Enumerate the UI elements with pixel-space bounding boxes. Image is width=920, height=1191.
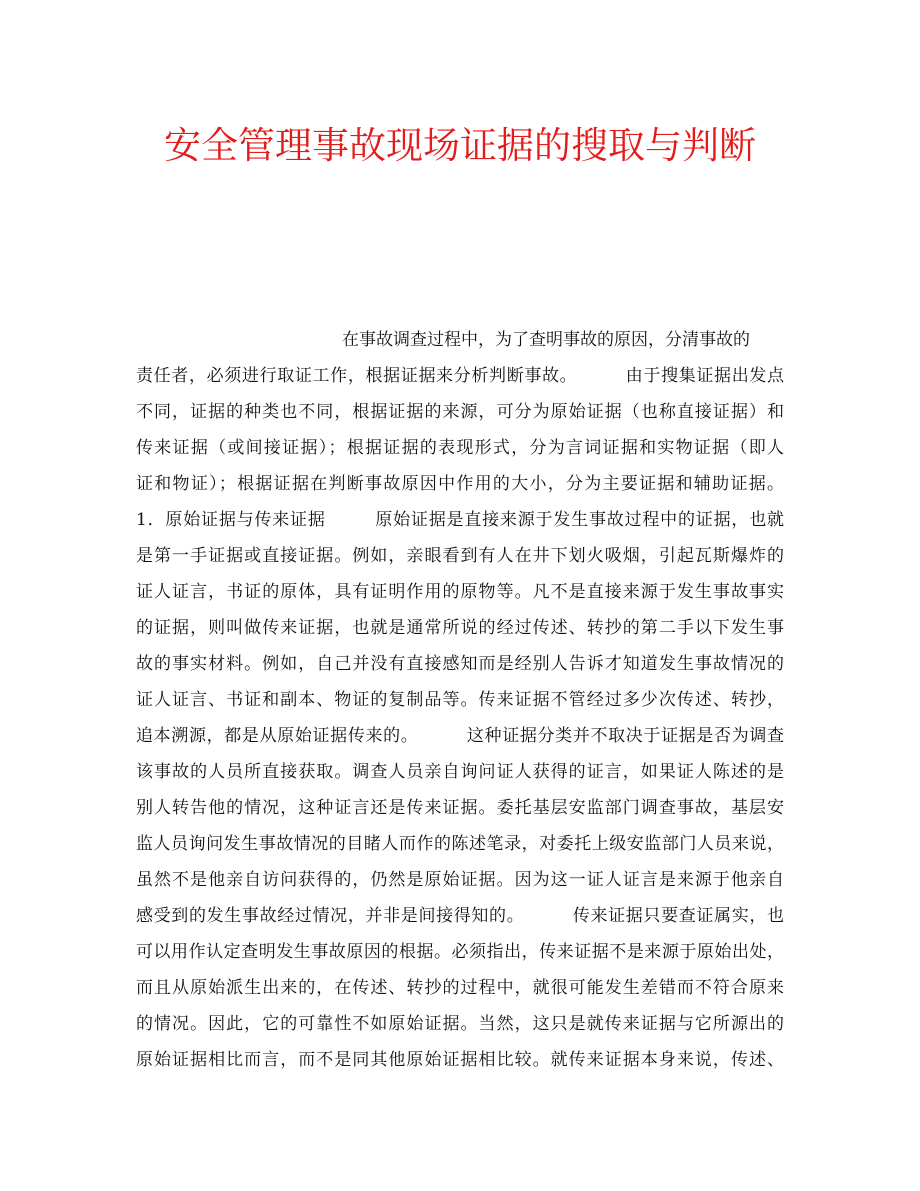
body-line: 传来证据（或间接证据）；根据证据的表现形式，分为言词证据和实物证据（即人 [136,438,784,458]
body-line: 感受到的发生事故经过情况，并非是间接得知的。 传来证据只要查证属实，也 [136,906,784,926]
body-line: 故的事实材料。例如，自己并没有直接感知而是经别人告诉才知道发生事故情况的 [136,654,784,674]
body-line: 虽然不是他亲自访问获得的，仍然是原始证据。因为这一证人证言是来源于他亲自 [136,870,784,890]
body-line: 责任者，必须进行取证工作，根据证据来分析判断事故。 由于搜集证据出发点 [136,366,784,386]
body-line: 1．原始证据与传来证据 原始证据是直接来源于发生事故过程中的证据，也就 [136,510,784,530]
body-line: 的证据，则叫做传来证据，也就是通常所说的经过传述、转抄的第二手以下发生事 [136,618,784,638]
body-line: 在事故调查过程中，为了查明事故的原因，分清事故的 [342,330,750,350]
body-line: 而且从原始派生出来的，在传述、转抄的过程中，就很可能发生差错而不符合原来 [136,978,784,998]
body-line: 证和物证）；根据证据在判断事故原因中作用的大小，分为主要证据和辅助证据。 [136,474,784,494]
body-line: 监人员询问发生事故情况的目睹人而作的陈述笔录，对委托上级安监部门人员来说， [136,834,784,854]
body-line: 证人证言，书证的原体，具有证明作用的原物等。凡不是直接来源于发生事故事实 [136,582,784,602]
body-line: 该事故的人员所直接获取。调查人员亲自询问证人获得的证言，如果证人陈述的是 [136,762,784,782]
body-line: 可以用作认定查明发生事故原因的根据。必须指出，传来证据不是来源于原始出处， [136,942,784,962]
body-line: 追本溯源，都是从原始证据传来的。 这种证据分类并不取决于证据是否为调查 [136,726,784,746]
body-line: 别人转告他的情况，这种证言还是传来证据。委托基层安监部门调查事故，基层安 [136,798,784,818]
body-line: 不同，证据的种类也不同，根据证据的来源，可分为原始证据（也称直接证据）和 [136,402,784,422]
document-title: 安全管理事故现场证据的搜取与判断 [164,124,756,167]
body-line: 原始证据相比而言，而不是同其他原始证据相比较。就传来证据本身来说，传述、 [136,1050,784,1070]
body-line: 是第一手证据或直接证据。例如，亲眼看到有人在井下划火吸烟，引起瓦斯爆炸的 [136,546,784,566]
body-line: 证人证言、书证和副本、物证的复制品等。传来证据不管经过多少次传述、转抄， [136,690,784,710]
body-line: 的情况。因此，它的可靠性不如原始证据。当然，这只是就传来证据与它所源出的 [136,1014,784,1034]
